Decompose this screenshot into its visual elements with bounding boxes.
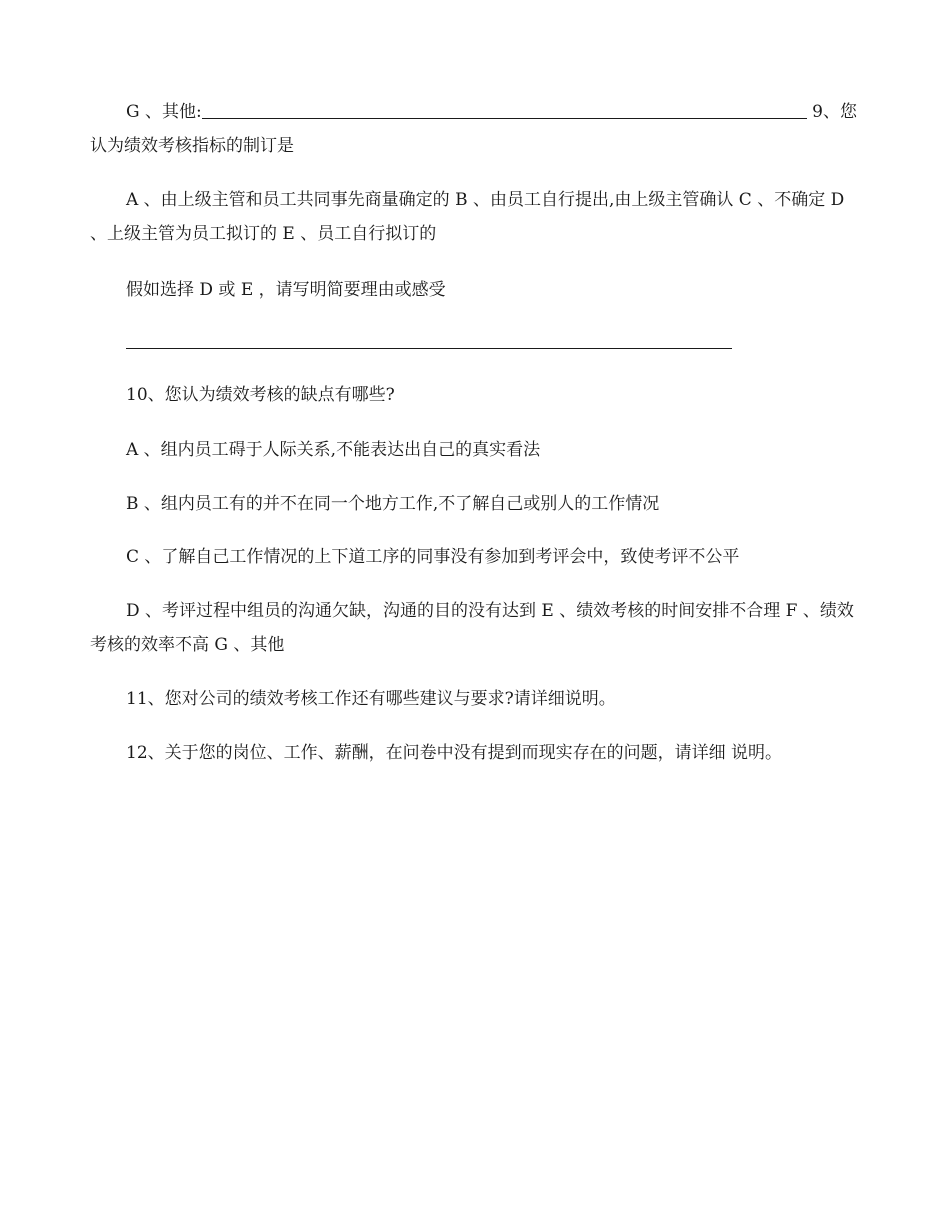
- q8-other-blank[interactable]: [202, 100, 807, 119]
- q9-question: 9、您认为绩效考核指标的制订是: [90, 102, 857, 156]
- q10-option-b: B 、组内员工有的并不在同一个地方工作,不了解自己或别人的工作情况: [126, 494, 660, 514]
- q10-question: 10、您认为绩效考核的缺点有哪些?: [126, 385, 395, 405]
- q9-followup: 假如选择 D 或 E ，请写明简要理由或感受: [126, 280, 446, 300]
- q11-question: 11、您对公司的绩效考核工作还有哪些建议与要求?请详细说明。: [126, 689, 616, 709]
- q10-options-d-to-g: D 、考评过程中组员的沟通欠缺，沟通的目的没有达到 E 、绩效考核的时间安排不合理 F 、绩效考核的效率不高 G 、其他: [90, 601, 854, 655]
- q8-option-g-label: G 、其他:: [126, 102, 202, 122]
- q9-options: A 、由上级主管和员工共同事先商量确定的 B 、由员工自行提出,由上级主管确认 C 、不确定 D 、上级主管为员工拟订的 E 、员工自行拟订的: [90, 190, 845, 244]
- q9-reason-blank[interactable]: [126, 348, 732, 349]
- q10-option-a: A 、组内员工碍于人际关系,不能表达出自己的真实看法: [126, 440, 541, 460]
- q12-question: 12、关于您的岗位、工作、薪酬，在问卷中没有提到而现实存在的问题，请详细 说明。: [126, 743, 783, 763]
- q8-g-and-q9-question: [90, 95, 862, 163]
- q10-option-c: C 、了解自己工作情况的上下道工序的同事没有参加到考评会中，致使考评不公平: [126, 547, 740, 567]
